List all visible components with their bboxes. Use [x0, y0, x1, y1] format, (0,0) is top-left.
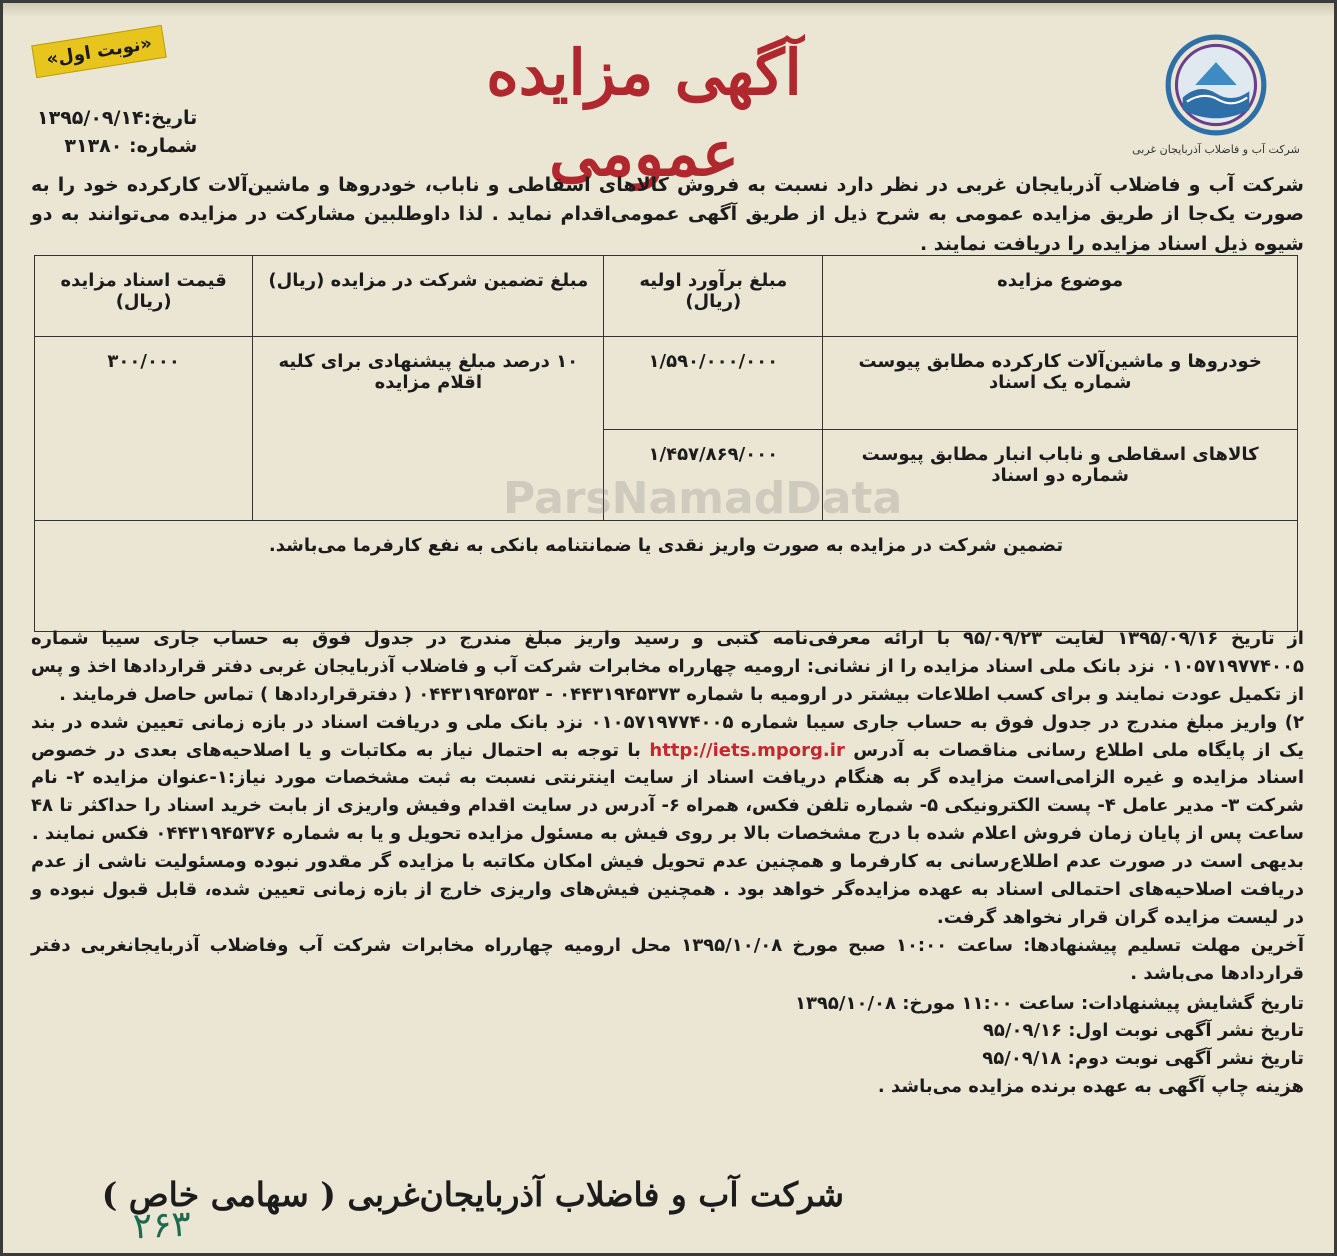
auction-table	[34, 255, 1298, 632]
body-paragraph-2	[31, 709, 1304, 848]
dates-list	[31, 990, 1304, 1102]
notice-number: شماره: ۳۱۳۸۰	[64, 134, 198, 157]
logo-caption: شرکت آب و فاضلاب آذربایجان غربی	[1132, 143, 1300, 156]
page-title: آگهی مزایده عمومی	[486, 36, 802, 190]
guarantee-note: تضمین شرکت در مزایده به صورت واریز نقدی یا ضمانتنامه بانکی به نفع کارفرما می‌باشد.	[35, 521, 1298, 632]
tender-portal-link[interactable]: http://iets.mporg.ir	[649, 739, 845, 761]
printing-cost-note: هزینه چاپ آگهی به عهده برنده مزایده می‌باشد .	[877, 1076, 1304, 1098]
body-paragraph-2-start: ۲) واریز مبلغ مندرج در جدول فوق به حساب جاری سیبا شماره ۰۱۰۵۷۱۹۷۷۴۰۰۵ نزد بانک ملی و دریافت اسناد در بازه زمانی تعیین شده در بند یک از پایگاه ملی اطلاع رسانی مناقصات به آدرس	[31, 711, 1305, 761]
body-paragraph-1: از تاریخ ۱۳۹۵/۰۹/۱۶ لغایت ۹۵/۰۹/۲۳ با ارائه معرفی‌نامه کتبی و رسید واریز مبلغ مندرج در جدول فوق به حساب جاری سیبا شماره ۰۱۰۵۷۱۹۷۷۴۰۰۵ نزد بانک ملی اسناد مزایده را از نشانی: ارومیه چهارراه مخابرات شرکت آب و فاضلاب آذربایجان غربی دفتر قراردادها اخذ و پس از تکمیل عودت نمایند و برای کسب اطلاعات بیشتر در ارومیه با شماره ۰۴۴۳۱۹۴۵۳۷۳ - ۰۴۴۳۱۹۴۵۳۵۳ ( دفترقراردادها ) تماس حاصل فرمایند .	[31, 628, 1304, 705]
company-signature: شرکت آب و فاضلاب آذربایجان‌غربی ( سهامی خاص )	[101, 1175, 844, 1214]
water-company-emblem-icon	[1164, 33, 1268, 137]
row-estimate: ۱/۴۵۷/۸۶۹/۰۰۰	[604, 430, 823, 521]
first-publication-badge: «نوبت اول»	[31, 25, 167, 78]
table-note-row	[35, 521, 1298, 632]
body-paragraph-2-end: با توجه به احتمال نیاز به مکاتبات و یا اصلاحیه‌های بعدی در خصوص اسناد مزایده و غیره الزامی‌است مزایده گر به هنگام دریافت اسناد از سایت اینترنتی نسبت به ثبت مشخصات مورد نیاز:۱-عنوان مزایده ۲- نام شرکت ۳- مدیر عامل ۴- پست الکترونیکی ۵- شماره تلفن فکس، همراه ۶- آدرس در سایت اقدام وفیش واریزی از بابت خرید اسناد را حداکثر تا ۴۸ ساعت پس از پایان زمان فروش اعلام شده با درج مشخصات بالا بر روی فیش به مسئول مزایده تحویل و یا به شماره ۰۴۴۳۱۹۴۵۳۷۶ فکس نمایند .	[31, 739, 1305, 845]
header-guarantee: مبلغ تضمین شرکت در مزایده (ریال)	[253, 256, 604, 337]
watermark: ParsNamadData	[503, 473, 903, 524]
table-header-row	[35, 256, 1298, 337]
row-subject: کالاهای اسقاطی و ناباب انبار مطابق پیوست شماره دو اسناد	[823, 430, 1298, 521]
row-subject: خودروها و ماشین‌آلات کارکرده مطابق پیوست شماره یک اسناد	[823, 337, 1298, 430]
guarantee-cell: ۱۰ درصد مبلغ پیشنهادی برای کلیه اقلام مزایده	[253, 337, 604, 521]
opening-date: تاریخ گشایش پیشنهادات: ساعت ۱۱:۰۰ مورخ: ۱۳۹۵/۱۰/۰۸	[794, 992, 1304, 1014]
second-publish-date: تاریخ نشر آگهی نوبت دوم: ۹۵/۰۹/۱۸	[982, 1048, 1304, 1070]
document-price-cell: ۳۰۰/۰۰۰	[35, 337, 253, 521]
handwritten-number: ۲۶۳	[131, 1203, 193, 1248]
header-subject: موضوع مزایده	[823, 256, 1298, 337]
table-row	[35, 337, 1298, 430]
intro-paragraph: شرکت آب و فاضلاب آذربایجان غربی در نظر دارد نسبت به فروش کالاهای اسقاطی و ناباب، خودروها و ماشین‌آلات کارکرده خود را به صورت یک‌جا از طریق مزایده عمومی به شرح ذیل از طریق آگهی عمومی‌اقدام نماید . لذا داوطلبین مشارکت در مزایده می‌توانند به دو شیوه ذیل اسناد مزایده را دریافت نمایند .	[31, 174, 1304, 255]
header-estimate: مبلغ برآورد اولیه (ریال)	[604, 256, 823, 337]
header-price: قیمت اسناد مزایده (ریال)	[35, 256, 253, 337]
notice-date: تاریخ:۱۳۹۵/۰۹/۱۴	[37, 107, 198, 129]
body-paragraph-3: بدیهی است در صورت عدم اطلاع‌رسانی به کارفرما و همچنین عدم تحویل فیش امکان مکاتبه با مزایده گر مقدور نبوده ومسئولیت ناشی از عدم دریافت اصلاحیه‌های احتمالی اسناد به عهده مزایده‌گر خواهد بود . همچنین فیش‌های واریزی خارج از بازه زمانی تعیین شده، قابل قبول نبوده و در لیست مزایده گران قرار نخواهد گرفت.	[31, 851, 1304, 928]
row-estimate: ۱/۵۹۰/۰۰۰/۰۰۰	[604, 337, 823, 430]
body-paragraph-4: آخرین مهلت تسلیم پیشنهادها: ساعت ۱۰:۰۰ صبح مورخ ۱۳۹۵/۱۰/۰۸ محل ارومیه چهارراه مخابرات شرکت آب وفاضلاب آذربایجانغربی دفتر قراردادها می‌باشد .	[31, 934, 1304, 984]
company-logo	[1116, 33, 1316, 168]
notice-meta	[37, 105, 197, 160]
notice-body	[31, 625, 1304, 1101]
first-publish-date: تاریخ نشر آگهی نوبت اول: ۹۵/۰۹/۱۶	[982, 1020, 1304, 1042]
